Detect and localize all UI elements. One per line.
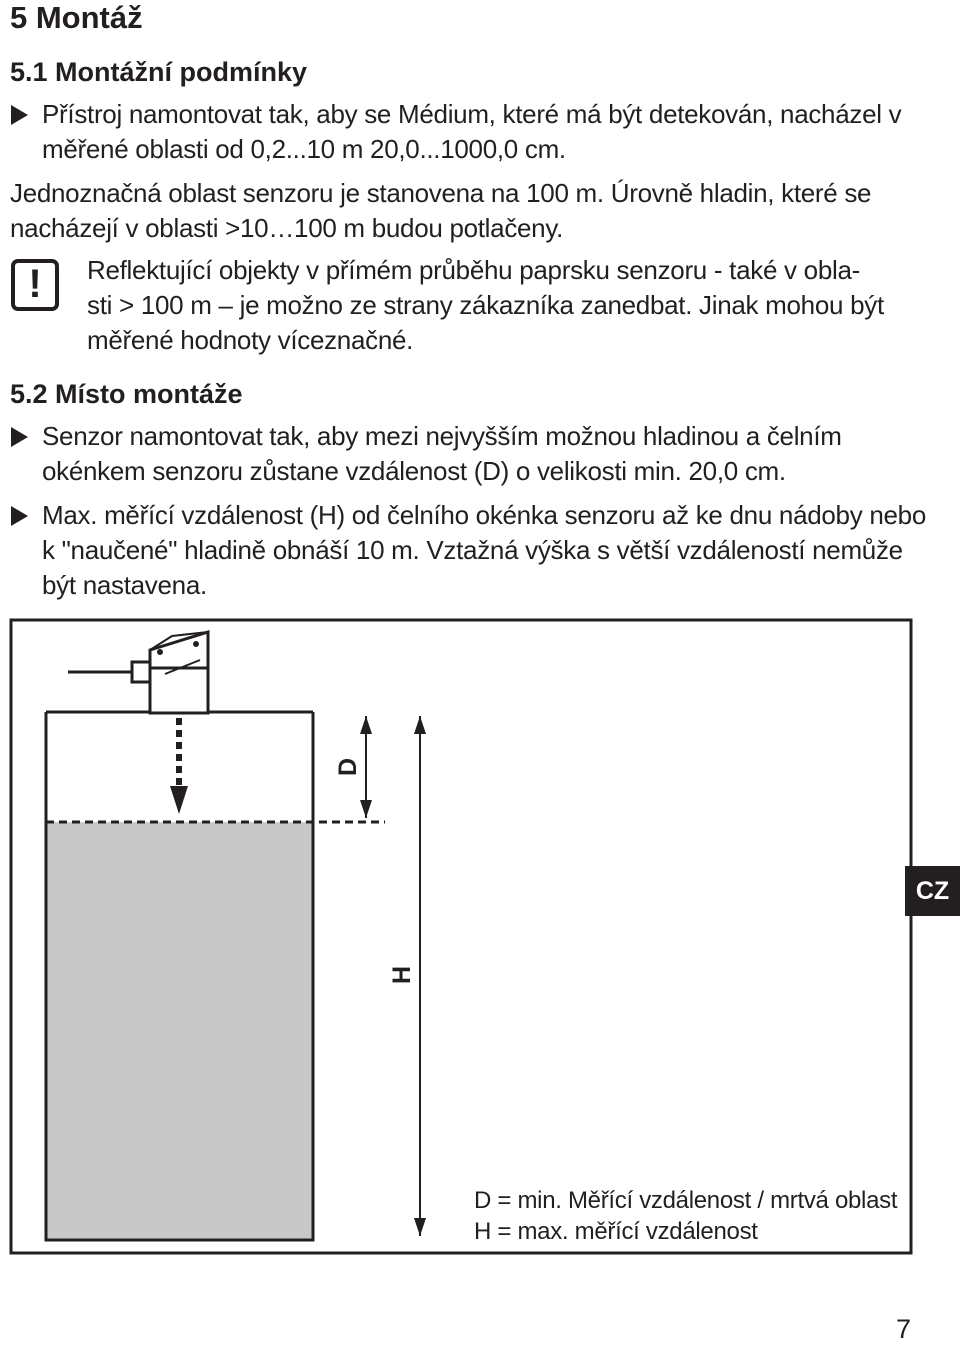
warning-text: Reflektující objekty v přímém průběhu paprsku senzoru - také v obla- sti > 100 m – je možno ze strany zákazníka zanedbat. Jinak mohou být měřené hodnoty víceznačné. (87, 255, 884, 355)
dimension-d-label: D (334, 757, 362, 777)
arrow-down-icon (360, 800, 372, 818)
dimension-h-label: H (388, 965, 416, 985)
bullet-text-max-range: Max. měřící vzdálenost (H) od čelního okénka senzoru až ke dnu nádoby nebo k "naučené" hladině obnáší 10 m. Vztažná výška s větší vzdáleností nemůže být nastavena. (42, 500, 926, 600)
beam-arrow-icon (170, 786, 188, 814)
bullet-text-position: Přístroj namontovat tak, aby se Médium, které má být detekován, nacházel v měřené oblasti od 0,2...10 m 20,0...1000,0 cm. (42, 99, 902, 164)
language-tab: CZ (905, 866, 960, 916)
warning-icon: ! (11, 259, 59, 311)
bullet-triangle-icon (11, 105, 28, 125)
section-title-mounting-conditions: 5.1 Montážní podmínky (10, 57, 308, 87)
bullet-triangle-icon (11, 506, 28, 526)
arrow-up-icon (414, 716, 426, 734)
page-number: 7 (896, 1314, 912, 1344)
chapter-heading: 5 Montáž (10, 0, 143, 35)
figure-legend: D = min. Měřící vzdálenost / mrtvá oblast H = max. měřící vzdálenost (474, 1187, 898, 1245)
arrow-up-icon (360, 716, 372, 734)
section-title-mounting-place: 5.2 Místo montáže (10, 379, 243, 409)
sensor-icon (68, 632, 208, 713)
paragraph-range: Jednoznačná oblast senzoru je stanovena na 100 m. Úrovně hladin, které se nacházejí v oblasti >10…100 m budou potlačeny. (10, 178, 872, 243)
bullet-triangle-icon (11, 427, 28, 447)
bullet-text-distance: Senzor namontovat tak, aby mezi nejvyšším možnou hladinou a čelním okénkem senzoru zůstane vzdálenost (D) o velikosti min. 20,0 cm. (42, 421, 842, 486)
mounting-diagram (0, 600, 960, 1270)
liquid-fill (46, 822, 313, 1240)
arrow-down-icon (414, 1218, 426, 1236)
